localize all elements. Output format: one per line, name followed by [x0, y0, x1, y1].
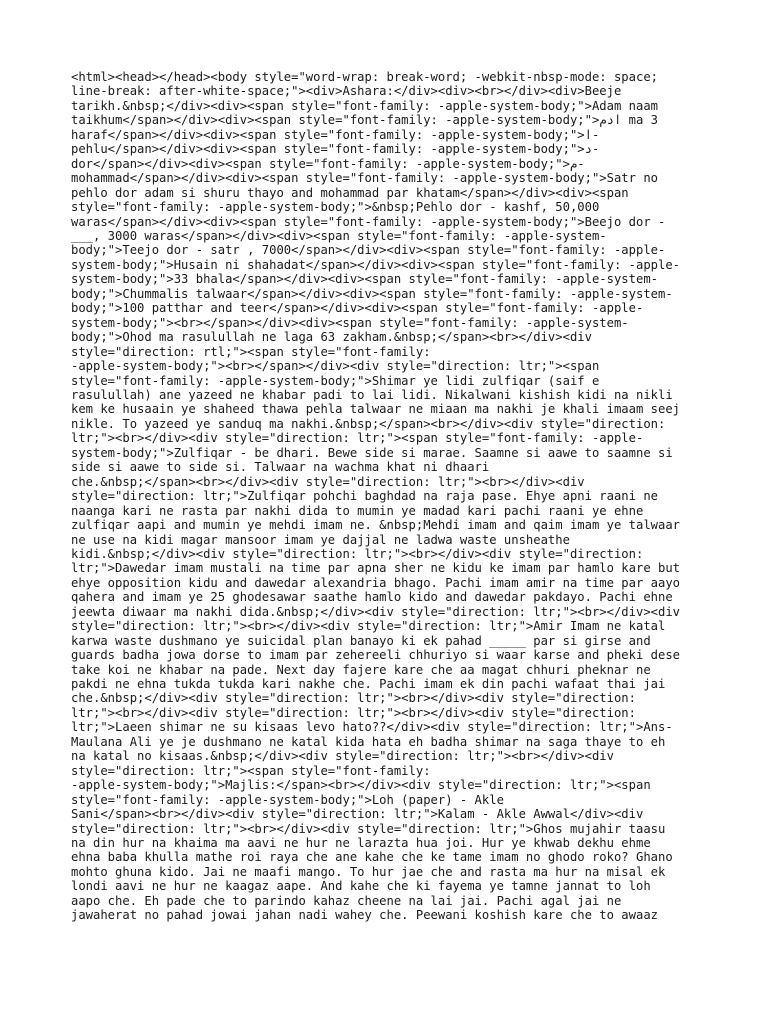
text-line: body;">Ohod ma rasulullah ne laga 63 zakham.&nbsp;</span><br></div><div [71, 330, 592, 345]
text-line: zulfiqar aapi and mumin ye mehdi imam ne. &nbsp;Mehdi imam and qaim imam ye talwaar [71, 518, 681, 533]
source-text-document [71, 70, 705, 923]
text-line: karwa waste dushmano ye suicidal plan banayo ki ek pahad _____ par si girse and [71, 633, 651, 648]
text-line: body;">Chummalis talwaar</span></div><div><span style="font-family: -apple-system- [71, 286, 673, 301]
text-line: ehna baba khulla mathe roi raya che ane kahe che ke tame imam no ghodo roko? Ghano [71, 850, 673, 865]
text-line: mohammad</span></div><div><span style="font-family: -apple-system-body;">Satr no [71, 171, 658, 186]
text-line: haraf</span></div><div><span style="font-family: -apple-system-body;">ا- [71, 127, 600, 142]
text-line: Sani</span><br></div><div style="direction: ltr;">Kalam - Akle Awwal</div><div [71, 807, 644, 822]
text-line: <html><head></head><body style="word-wrap: break-word; -webkit-nbsp-mode: space; [71, 70, 658, 84]
text-line: kidi.&nbsp;</div><div style="direction: ltr;"><br></div><div style="direction: [71, 546, 644, 561]
text-line: na din hur na khaima ma aavi ne hur ne larazta hua joi. Hur ye khwab dekhu ehme [71, 836, 651, 851]
text-line: nikle. To yazeed ye sanduq ma nakhi.&nbsp;</span><br></div><div style="direction: [71, 416, 666, 431]
text-line: system-body;">Husain ni shahadat</span></div><div><span style="font-family: -apple- [71, 257, 681, 272]
text-line: body;">Teejo dor - satr , 7000</span></div><div><span style="font-family: -apple- [71, 243, 666, 258]
text-line: line-break: after-white-space;"><div>Ashara:</div><div><br></div><div>Beeje [71, 84, 622, 99]
text-line: -apple-system-body;">Majlis:</span><br></div><div style="direction: ltr;"><span [71, 778, 651, 793]
text-line: taikhum</span></div><div><span style="font-family: -apple-system-body;">ادم ma 3 [71, 113, 659, 128]
text-line: -apple-system-body;"><br></span></div><div style="direction: ltr;"><span [71, 359, 600, 374]
text-line: aapo che. Eh pade che to parindo kahaz cheene na lai jai. Pachi agal jai ne [71, 893, 622, 908]
text-line: ehye opposition kidu and dawedar alexandria bhago. Pachi imam amir na time par aayo [71, 575, 681, 590]
text-line: style="font-family: -apple-system-body;">Loh (paper) - Akle [71, 792, 504, 807]
text-line: ltr;">Laeen shimar ne su kisaas levo hato??</div><div style="direction: ltr;">Ans- [71, 720, 673, 735]
text-line: system-body;">33 bhala</span></div><div><span style="font-family: -apple-system- [71, 272, 658, 287]
text-line: style="font-family: -apple-system-body;">&nbsp;Pehlo dor - kashf, 50,000 [71, 200, 600, 215]
text-line: rasulullah) ane yazeed ne khabar padi to lai lidi. Nikalwani kishish kidi na nikli [71, 387, 673, 402]
text-line: qahera and imam ye 25 ghodesawar saathe hamlo kido and dawedar pakdayo. Pachi ehne [71, 590, 673, 605]
text-line: system-body;">Zulfiqar - be dhari. Bewe side si marae. Saamne si aawe to saamne si [71, 445, 673, 460]
text-line: style="font-family: -apple-system-body;">Shimar ye lidi zulfiqar (saif e [71, 373, 600, 388]
text-line: mohto ghuna kido. Jai ne maafi mango. To hur jae che and rasta ma hur na misal ek [71, 864, 666, 879]
text-line: jawaherat no pahad jowai jahan nadi wahey che. Peewani koshish kare che to awaaz [71, 908, 658, 923]
text-line: system-body;"><br></span></div><div><span style="font-family: -apple-system- [71, 315, 629, 330]
text-line: pehlu</span></div><div><span style="font-family: -apple-system-body;">د- [71, 142, 600, 157]
text-line: take koi ne khabar na pade. Next day fajere kare che aa magat chhuri pheknar ne [71, 662, 651, 677]
text-line: style="direction: ltr;"><span style="font-family: [71, 763, 431, 778]
text-line: waras</span></div><div><span style="font-family: -apple-system-body;">Beejo dor - [71, 214, 666, 229]
text-line: jeewta diwaar ma nakhi dida.&nbsp;</div><div style="direction: ltr;"><br></div><div [71, 604, 681, 619]
text-line: body;">100 patthar and teer</span></div><div><span style="font-family: -apple- [71, 301, 644, 316]
text-line: dor</span></div><div><span style="font-family: -apple-system-body;">م- [71, 156, 585, 171]
text-line: style="direction: rtl;"><span style="font-family: [71, 344, 431, 359]
text-line: che.&nbsp;</span><br></div><div style="direction: ltr;"><br></div><div [71, 474, 585, 489]
text-line: ne use na kidi magar mansoor imam ye dajjal ne ladwa waste unsheathe [71, 532, 570, 547]
text-line: che.&nbsp;</div><div style="direction: ltr;"><br></div><div style="direction: [71, 691, 636, 706]
text-line: style="direction: ltr;">Zulfiqar pohchi baghdad na raja pase. Ehye apni raani ne [71, 489, 658, 504]
text-line: style="direction: ltr;"><br></div><div style="direction: ltr;">Amir Imam ne katal [71, 619, 666, 634]
text-line: ltr;">Dawedar imam mustali na time par apna sher ne kidu ke imam par hamlo kare but [71, 561, 681, 576]
text-line: ___, 3000 waras</span></div><div><span style="font-family: -apple-system- [71, 228, 607, 243]
text-line: style="direction: ltr;"><br></div><div style="direction: ltr;">Ghos mujahir taasu [71, 821, 666, 836]
text-line: pakdi ne ehna tukda tukda kari nakhe che. Pachi imam ek din pachi wafaat thai jai [71, 677, 666, 692]
text-line: guards badha jowa dorse to imam par zehereeli chhuriyo si waar karse and pheki dese [71, 648, 681, 663]
text-line: ltr;"><br></div><div style="direction: ltr;"><span style="font-family: -apple- [71, 431, 644, 446]
text-line: naanga kari ne rasta par nakhi dida to mumin ye madad kari pachi raani ye ehne [71, 503, 644, 518]
text-line: ltr;"><br></div><div style="direction: ltr;"><br></div><div style="direction: [71, 705, 636, 720]
text-line: Maulana Ali ye je dushmano ne katal kida hata eh badha shimar na saga thaye to eh [71, 734, 666, 749]
text-line: tarikh.&nbsp;</div><div><span style="font-family: -apple-system-body;">Adam naam [71, 98, 658, 113]
text-line: na katal no kisaas.&nbsp;</div><div style="direction: ltr;"><br></div><div [71, 749, 614, 764]
text-line: kem ke husaain ye shaheed thawa pehla talwaar ne miaan ma nakhi je khali imaam seej [71, 402, 681, 417]
text-line: londi aavi ne hur ne kaagaz aape. And kahe che ki fayema ye tamne jannat to loh [71, 879, 651, 894]
text-line: pehlo dor adam si shuru thayo and mohammad par khatam</span></div><div><span [71, 185, 629, 200]
text-line: side si aawe to side si. Talwaar na wachma khat ni dhaari [71, 460, 490, 475]
